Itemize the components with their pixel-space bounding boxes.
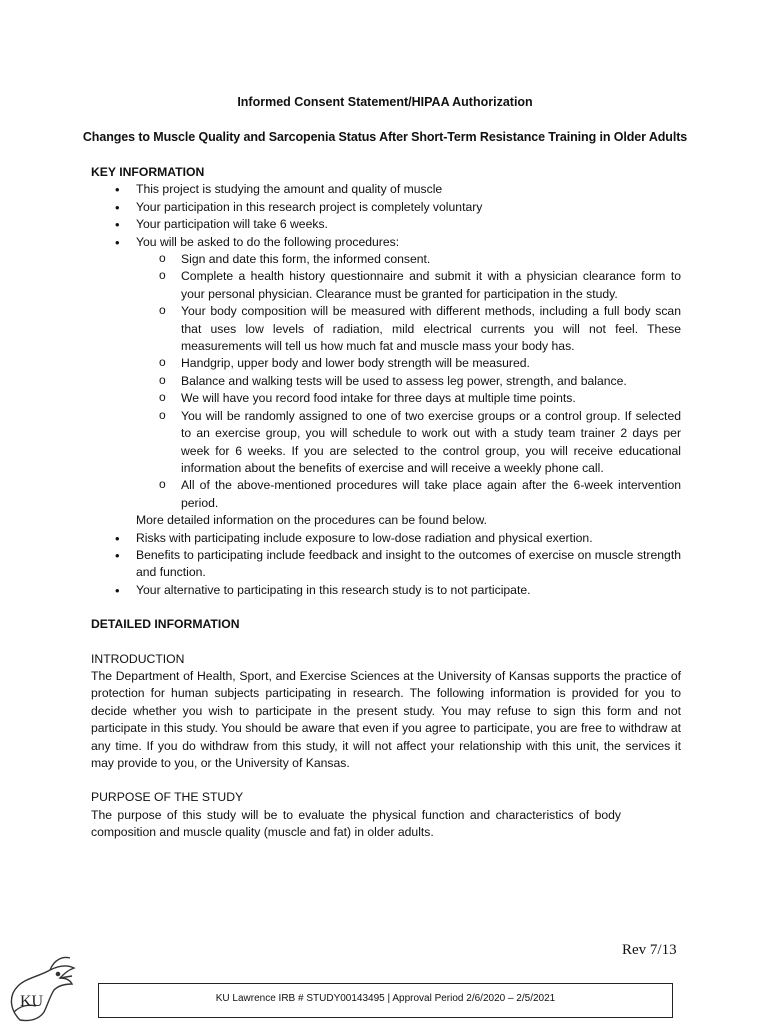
more-info-note: More detailed information on the procedures can be found below. <box>136 513 487 528</box>
logo-text: KU <box>20 993 44 1010</box>
document-title: Informed Consent Statement/HIPAA Authorization <box>237 95 533 109</box>
study-title: Changes to Muscle Quality and Sarcopenia Status After Short-Term Resistance Training in Older Adults <box>82 130 688 144</box>
key-information-list <box>91 181 681 512</box>
procedures-intro: You will be asked to do the following procedures: <box>136 234 400 249</box>
procedure-item: o Your body composition will be measured with different methods, including a full body scan that uses low levels of radiation, mild electrical currents you will not feel. These measurements will tell us how much fat and muscle mass your body has. <box>136 303 681 355</box>
procedure-item: o All of the above-mentioned procedures will take place again after the 6-week intervention period. <box>136 477 681 512</box>
list-item: • Risks with participating include exposure to low-dose radiation and physical exertion. <box>91 530 681 547</box>
procedure-item: o Complete a health history questionnaire and submit it with a physician clearance form to your personal physician. Clearance must be granted for participation in the study. <box>136 268 681 303</box>
procedure-item: o Handgrip, upper body and lower body strength will be measured. <box>136 355 681 372</box>
list-item: • Your alternative to participating in this research study is to not participate. <box>91 582 681 599</box>
introduction-heading: INTRODUCTION <box>91 651 185 666</box>
detailed-information-heading: DETAILED INFORMATION <box>91 617 240 632</box>
procedure-item: o Balance and walking tests will be used to assess leg power, strength, and balance. <box>136 373 681 390</box>
jayhawk-logo-icon <box>0 950 82 1024</box>
list-item: • Your participation will take 6 weeks. <box>91 216 681 233</box>
purpose-heading: PURPOSE OF THE STUDY <box>91 790 244 805</box>
procedure-item: o You will be randomly assigned to one of two exercise groups or a control group. If selected to an exercise group, you will schedule to work out with a study team trainer 2 days per week for 6 weeks. If you are selected to the control group, you will receive educational information about the benefits of exercise and will receive a weekly phone call. <box>136 408 681 478</box>
procedure-item: o Sign and date this form, the informed consent. <box>136 251 681 268</box>
purpose-text: The purpose of this study will be to evaluate the physical function and characteristics of body composition and muscle quality (muscle and fat) in older adults. <box>91 807 621 840</box>
procedure-item: o We will have you record food intake for three days at multiple time points. <box>136 390 681 407</box>
key-information-list-bottom <box>91 530 681 600</box>
list-item: • Your participation in this research project is completely voluntary <box>91 199 681 216</box>
list-item: • This project is studying the amount and quality of muscle <box>91 181 681 198</box>
introduction-text: The Department of Health, Sport, and Exercise Sciences at the University of Kansas supports the practice of protection for human subjects participating in research. The following information is provided for you to decide whether you wish to participate in the present study. You may refuse to sign this form and not participate in this study. You should be aware that even if you agree to participate, you are free to withdraw at any time. If you do withdraw from this study, it will not affect your relationship with this unit, the services it may provide to you, or the University of Kansas. <box>91 668 681 770</box>
list-item: • Benefits to participating include feedback and insight to the outcomes of exercise on muscle strength and function. <box>91 547 681 582</box>
list-item <box>91 234 681 513</box>
procedures-list <box>136 251 681 512</box>
revision-label: Rev 7/13 <box>622 942 677 958</box>
key-information-heading: KEY INFORMATION <box>91 165 205 179</box>
key-information-section <box>91 164 681 842</box>
irb-approval-stamp: KU Lawrence IRB # STUDY00143495 | Approval Period 2/6/2020 – 2/5/2021 <box>98 983 673 1018</box>
